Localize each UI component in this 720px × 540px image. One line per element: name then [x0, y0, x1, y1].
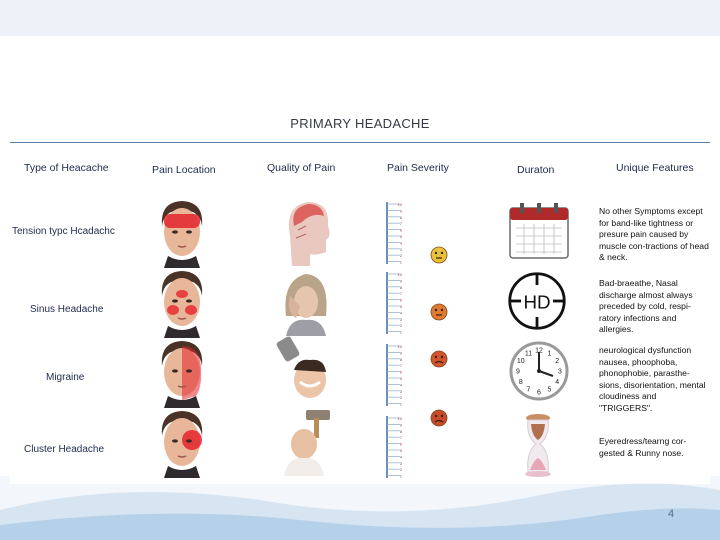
drill-pain-icon [276, 336, 336, 406]
scale-tick-label: 4 [399, 310, 402, 316]
calendar-icon [508, 200, 570, 262]
clock-hour-label: 5 [547, 386, 552, 394]
scale-tick-label: 2 [399, 253, 402, 259]
scale-tick-label: 9 [399, 208, 402, 214]
clock-hour-label: 6 [537, 389, 541, 397]
scale-tick-label: 1 [399, 259, 402, 265]
scale-tick-label: 4 [399, 454, 402, 460]
pain-face-mild-icon [430, 246, 448, 264]
scale-tick-label: 9 [399, 350, 402, 356]
row-type-tension: Tension typc Hcadachc [12, 226, 115, 237]
pain-face-moderate-icon [430, 303, 448, 321]
headache-chart [10, 100, 710, 484]
clock-hour-label: 2 [555, 358, 560, 365]
row-type-cluster: Cluster Headache [24, 444, 105, 455]
woman-pain-icon [276, 266, 336, 336]
scale-tick-label: 2 [399, 395, 402, 401]
features-cluster: Eyeredress/tearng cor-gested & Runny nose. [599, 436, 687, 458]
face-migraine-icon [156, 338, 208, 408]
hd-symbol: HD [523, 291, 551, 313]
scale-tick-label: 7 [399, 435, 402, 441]
scale-tick-label: 8 [399, 284, 402, 290]
header-severity: Pain Severity [387, 162, 449, 174]
scale-tick-label: 8 [399, 214, 402, 220]
hammer-pain-icon [276, 406, 336, 476]
scale-tick-label: 7 [399, 221, 402, 227]
chart-title: PRIMARY HEADACHE [290, 116, 430, 131]
scale-tick-label: 7 [399, 363, 402, 369]
features-sinus: Bad-braeathe, Nasal discharge almost always preceded by cold, respi-ratory infections and allergies. [599, 278, 693, 334]
scale-tick-label: 10 [397, 344, 402, 349]
scale-tick-label: 2 [399, 323, 402, 329]
scale-tick-label: 5 [399, 304, 402, 309]
header-quality: Quality of Pain [267, 162, 336, 174]
scale-tick-label: 8 [399, 428, 402, 434]
decorative-wave [0, 470, 720, 540]
clock-hour-label: 11 [524, 350, 533, 358]
scale-tick-label: 1 [399, 329, 402, 335]
scale-tick-label: 9 [399, 422, 402, 428]
scale-tick-label: 6 [399, 227, 402, 233]
face-cluster-icon [156, 408, 208, 478]
scale-tick-label: 3 [399, 246, 402, 252]
scale-tick-label: 5 [399, 448, 402, 453]
header-features: Unique Features [616, 162, 694, 174]
pain-face-severe-icon [430, 350, 448, 368]
clock-hour-label: 9 [516, 368, 520, 376]
face-tension-icon [156, 198, 208, 268]
header-location: Pain Location [152, 164, 216, 176]
hd-clock-icon [506, 270, 568, 332]
features-tension: No other Symptoms except for band-like tightness or presure pain caused by muscle con-tractions of head & neck. [599, 206, 709, 262]
scale-tick-label: 4 [399, 382, 402, 388]
scale-tick-label: 10 [397, 416, 402, 421]
hourglass-icon [512, 412, 564, 478]
row-type-migraine: Migraine [46, 372, 85, 383]
scale-tick-label: 10 [397, 272, 402, 277]
scale-tick-label: 10 [397, 202, 402, 207]
wall-clock-icon [508, 340, 570, 402]
scale-tick-label: 5 [399, 234, 402, 239]
severity-scale-tension [384, 200, 404, 266]
scale-tick-label: 6 [399, 441, 402, 447]
clock-hour-label: 4 [555, 379, 560, 386]
scale-tick-label: 9 [399, 278, 402, 284]
clock-hour-label: 7 [526, 386, 531, 394]
scale-tick-label: 3 [399, 316, 402, 322]
scale-tick-label: 7 [399, 291, 402, 297]
clock-hour-label: 10 [516, 358, 525, 365]
clock-hour-label: 8 [518, 379, 523, 386]
severity-scale-migraine [384, 342, 404, 408]
scale-tick-label: 1 [399, 401, 402, 407]
clock-hour-label: 12 [535, 347, 543, 355]
page-number: 4 [668, 508, 675, 520]
scale-tick-label: 2 [399, 467, 402, 473]
header-duration: Duraton [517, 164, 555, 176]
scale-tick-label: 6 [399, 297, 402, 303]
pain-face-worst-icon [430, 409, 448, 427]
scale-tick-label: 1 [399, 473, 402, 479]
scale-tick-label: 6 [399, 369, 402, 375]
scale-tick-label: 8 [399, 356, 402, 362]
head-profile-pain-icon [276, 196, 336, 266]
clock-hour-label: 3 [558, 368, 562, 376]
scale-tick-label: 3 [399, 460, 402, 466]
top-band [0, 0, 720, 36]
scale-tick-label: 3 [399, 388, 402, 394]
severity-scale-sinus [384, 270, 404, 336]
clock-hour-label: 1 [547, 350, 552, 358]
face-sinus-icon [156, 268, 208, 338]
title-rule [10, 142, 710, 143]
features-migraine: neurological dysfunction nausea, phoophoba, phonophobie, parasthe-sions, disorientation, mental cloudiness and "TRIGGERS". [599, 345, 706, 413]
scale-tick-label: 4 [399, 240, 402, 246]
row-type-sinus: Sinus Headache [30, 304, 104, 315]
scale-tick-label: 5 [399, 376, 402, 381]
header-type: Type of Heacache [24, 162, 109, 174]
